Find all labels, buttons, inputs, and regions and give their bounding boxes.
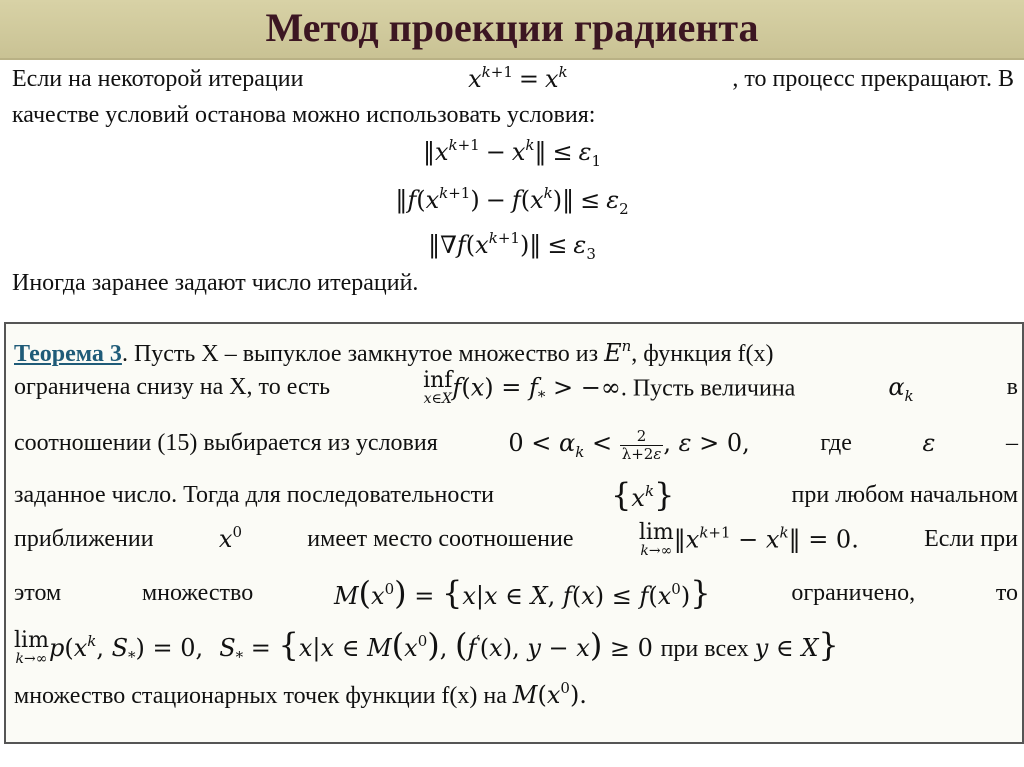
title-bar — [0, 0, 1024, 60]
theorem-text-7a: при всех — [660, 636, 749, 662]
formula-alpha: $\alpha_k$ — [888, 373, 914, 405]
formula-stop-condition: $x^{k+1} = x^k$ — [468, 63, 568, 93]
theorem-line-7 — [14, 626, 1018, 668]
formula-set-m: $M(x^0) = \{x|x$ ∈ X, $f(x) \le f(x^0)$} — [333, 574, 711, 612]
theorem-text-8a: множество стационарных точек функции f(x) на — [14, 683, 507, 709]
theorem-text-1b: , функция f(x) — [631, 341, 774, 367]
formula-alpha-bounds: $0 < \alpha_k$ < $\frac{2}{\lambda+2\varepsilon}$ , ε > 0, — [508, 427, 750, 463]
formula-inf: inf x∈X $f(x) = f_*$ > −∞. Пусть величина — [423, 368, 796, 407]
formula-x0: $x^0$ — [218, 523, 242, 553]
theorem-box — [4, 322, 1024, 744]
slide-title: Метод проекции градиента — [265, 5, 759, 50]
theorem-text-2b: . Пусть величина — [620, 375, 796, 402]
theorem-line-2 — [14, 368, 1018, 408]
formula-epsilon: ε — [922, 429, 936, 457]
theorem-text-6d: то — [995, 580, 1018, 606]
theorem-text-2c: в — [1006, 374, 1018, 400]
theorem-text-5b: имеет место соотношение — [307, 526, 574, 552]
criterion-2: $‖f(x^{k+1})$ − $f(x^k)‖ \le \varepsilon_2$ — [395, 184, 629, 218]
theorem-text-3a: соотношении (15) выбирается из условия — [14, 430, 438, 456]
theorem-line-8 — [14, 680, 1018, 711]
theorem-line-5 — [14, 520, 1018, 560]
theorem-text-6a: этом — [14, 580, 62, 606]
theorem-text-5a: приближении — [14, 526, 154, 552]
intro-text-1b: , то процесс прекращают. В — [732, 66, 1014, 92]
theorem-text-4b: при любом начальном — [791, 482, 1018, 508]
theorem-line-3 — [14, 428, 1018, 463]
theorem-line-6 — [14, 574, 1018, 612]
theorem-text-3c: – — [1006, 430, 1018, 456]
formula-lim-1: lim k→∞ $‖x^{k+1}$ − $x^k‖ = 0$. — [638, 520, 859, 559]
criterion-1: $‖x^{k+1}$ − $x^k‖ \le \varepsilon_1$ — [422, 136, 602, 170]
theorem-text-6b: множество — [141, 580, 254, 606]
theorem-line-4 — [14, 476, 1018, 514]
theorem-line-1: Теорема 3. Пусть X – выпуклое замкнутое множество из $E^n$, функция f(x) — [14, 337, 774, 367]
intro-line-3: Иногда заранее задают число итераций. — [12, 270, 419, 296]
criterion-3: $‖\nabla f(x^{k+1})‖ \le \varepsilon_3$ — [428, 229, 596, 263]
theorem-text-5c: Если при — [924, 526, 1018, 552]
theorem-text-3b: где — [820, 430, 852, 456]
theorem-title: Теорема 3 — [14, 341, 122, 367]
formula-s-star: $S_* = \{x|x$ ∈ $M(x^0)$, (f′(x), y − x) ≥ 0 — [219, 626, 661, 666]
intro-line-1 — [12, 64, 1014, 95]
theorem-text-6c: ограничено, — [791, 580, 916, 606]
intro-line-2: качестве условий останова можно использовать условия: — [12, 102, 596, 128]
formula-y-in-x: y ∈ X} — [754, 626, 839, 664]
theorem-text-2a: ограничена снизу на X, то есть — [14, 374, 331, 400]
theorem-text-1a: . Пусть X – выпуклое замкнутое множество из — [121, 341, 599, 367]
formula-m-x0: $M(x^0)$. — [512, 679, 587, 709]
formula-lim-2: lim k→∞ $p(x^k$, $S_*) = 0$, — [14, 628, 204, 668]
theorem-text-4a: заданное число. Тогда для последовательности — [14, 482, 494, 508]
formula-sequence: $\{x^k\}$ — [611, 476, 675, 514]
intro-text-1a: Если на некоторой итерации — [12, 66, 304, 92]
